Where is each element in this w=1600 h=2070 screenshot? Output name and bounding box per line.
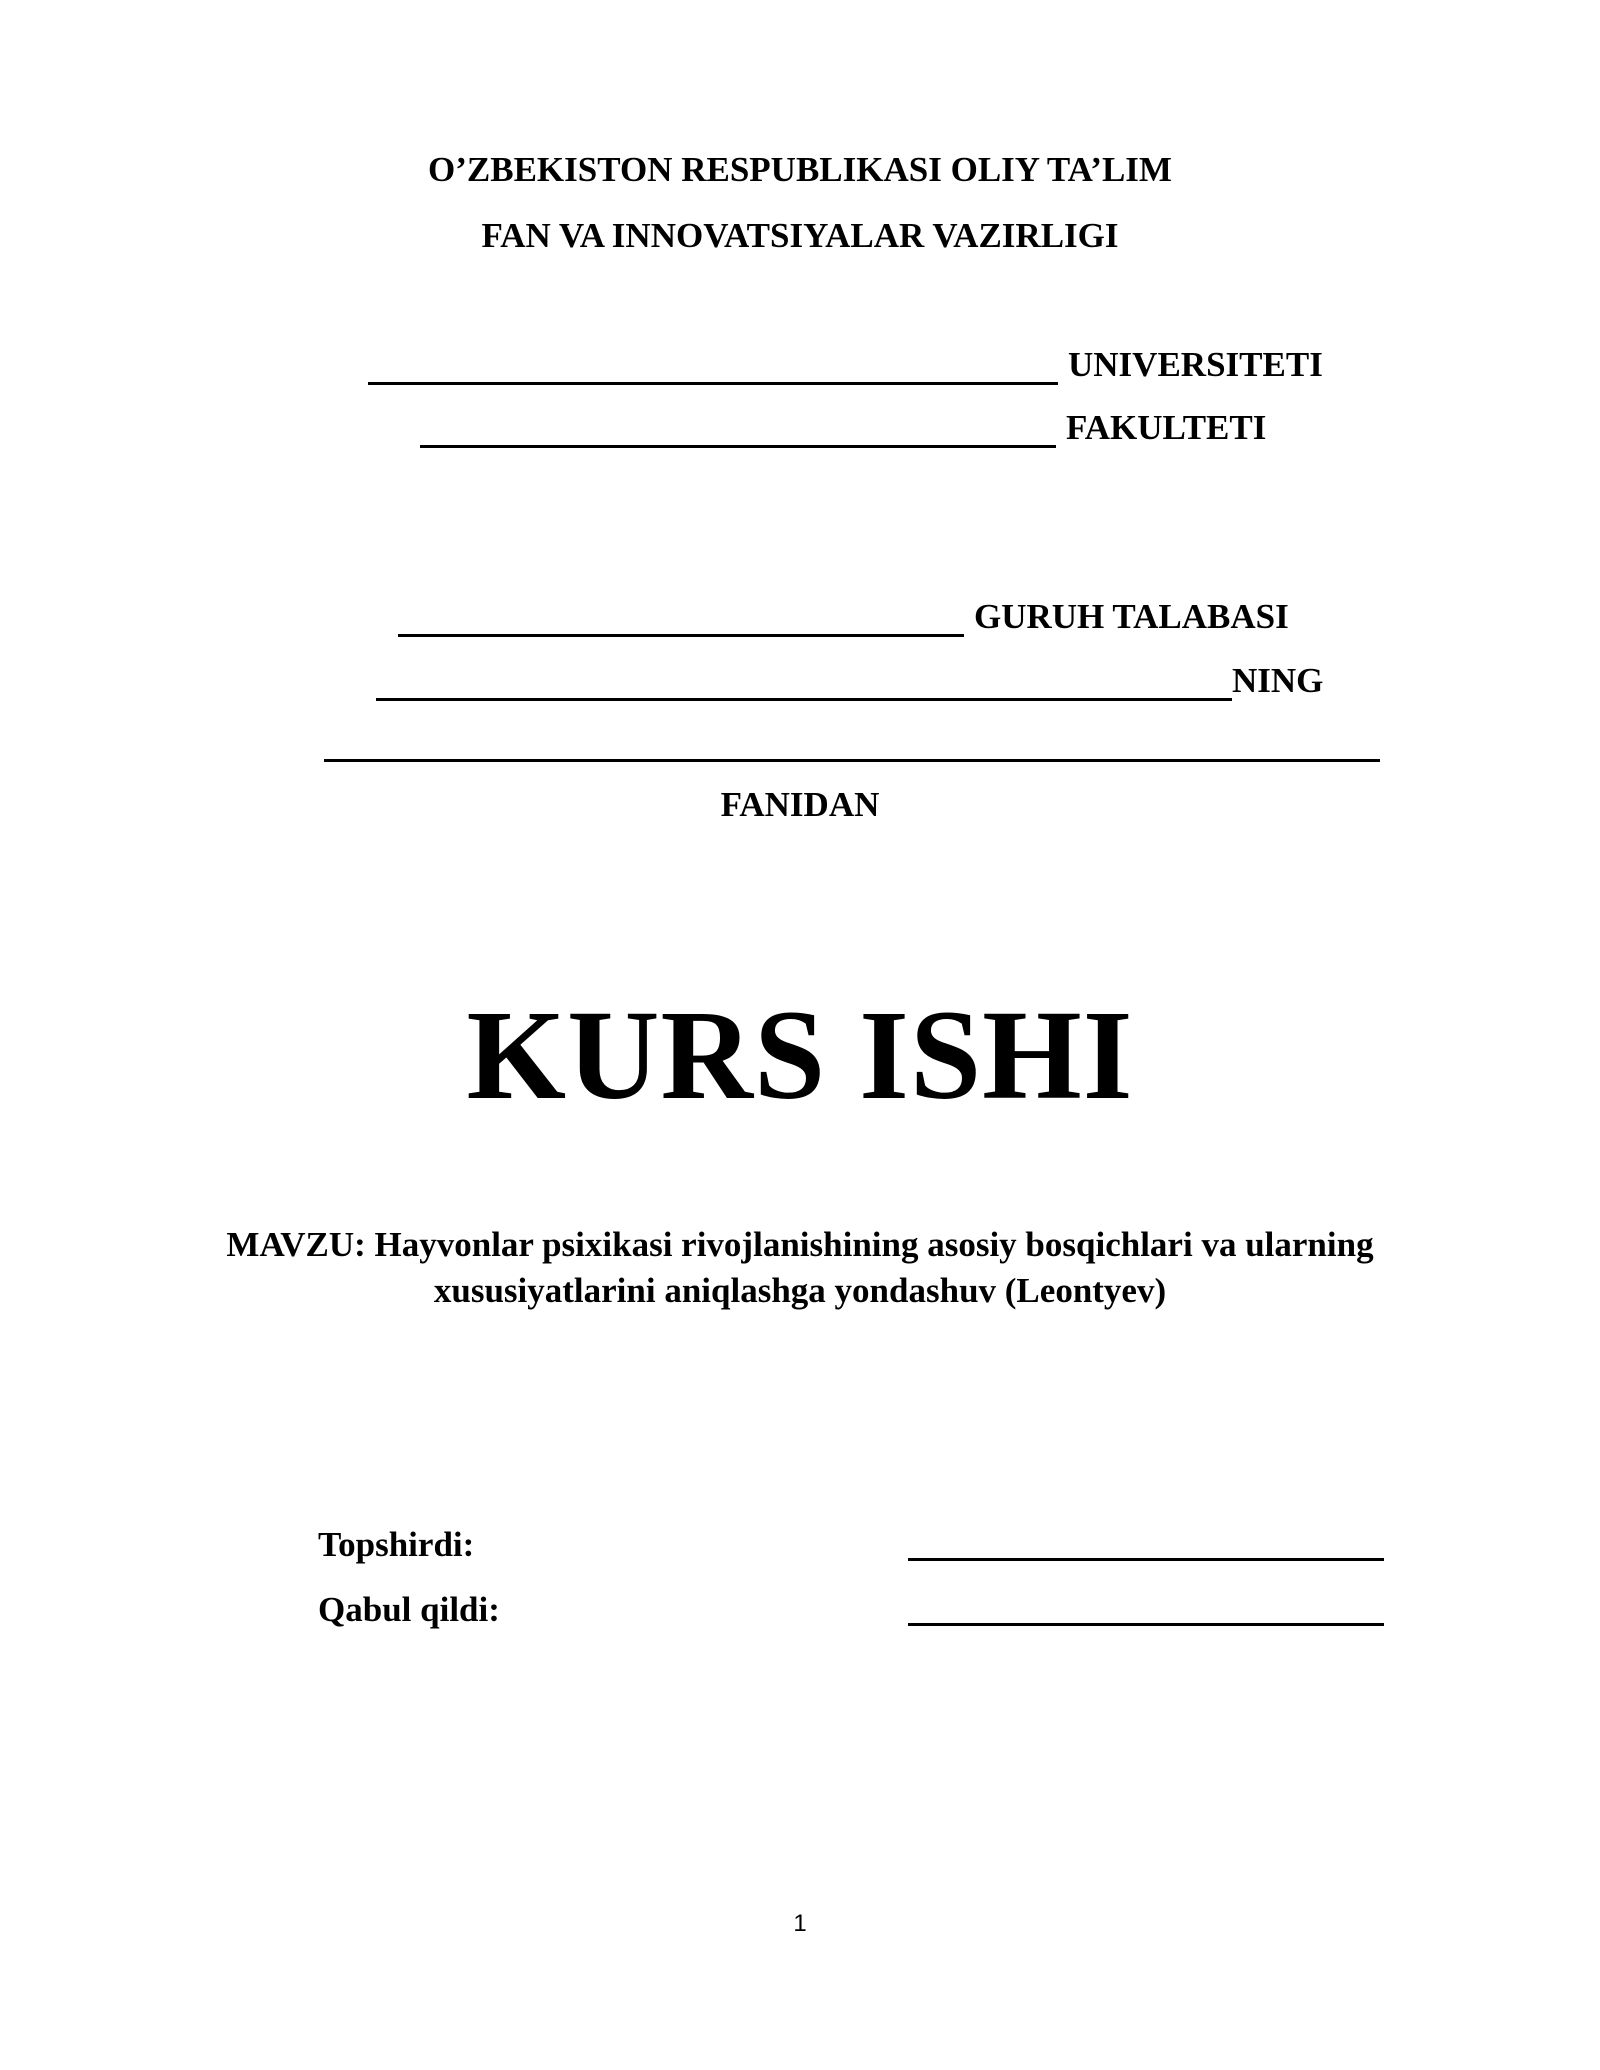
subject-label: FANIDAN: [720, 785, 880, 824]
topic-line-1: [200, 1222, 1400, 1268]
group-label: GURUH TALABASI: [974, 597, 1289, 636]
ministry-line-2: FAN VA INNOVATSIYALAR VAZIRLIGI: [481, 216, 1119, 255]
student-name-blank-line: [376, 668, 1232, 701]
faculty-label: FAKULTETI: [1066, 408, 1267, 447]
topic-block: [200, 1222, 1400, 1314]
university-blank-line: [368, 352, 1058, 385]
submitted-signature-line: [908, 1558, 1384, 1561]
faculty-row: [420, 408, 1266, 448]
student-name-row: [376, 661, 1323, 701]
group-blank-line: [398, 604, 964, 637]
topic-prefix: MAVZU:: [226, 1225, 366, 1264]
submitted-label: Topshirdi:: [318, 1525, 475, 1564]
topic-text-line-1: Hayvonlar psixikasi rivojlanishining asosiy bosqichlari va ularning: [374, 1225, 1374, 1264]
page-number: 1: [793, 1910, 807, 1937]
student-name-suffix: NING: [1232, 661, 1324, 700]
university-row: [368, 345, 1323, 385]
ministry-line-1: O’ZBEKISTON RESPUBLIKASI OLIY TA’LIM: [428, 150, 1172, 189]
faculty-blank-line: [420, 415, 1056, 448]
accepted-label: Qabul qildi:: [318, 1590, 500, 1629]
topic-line-2: xususiyatlarini aniqlashga yondashuv (Leontyev): [433, 1271, 1167, 1310]
group-row: [398, 597, 1289, 637]
university-label: UNIVERSITETI: [1068, 345, 1323, 384]
document-title: KURS ISHI: [466, 984, 1134, 1126]
accepted-signature-line: [908, 1623, 1384, 1626]
subject-blank-line: [324, 759, 1380, 762]
